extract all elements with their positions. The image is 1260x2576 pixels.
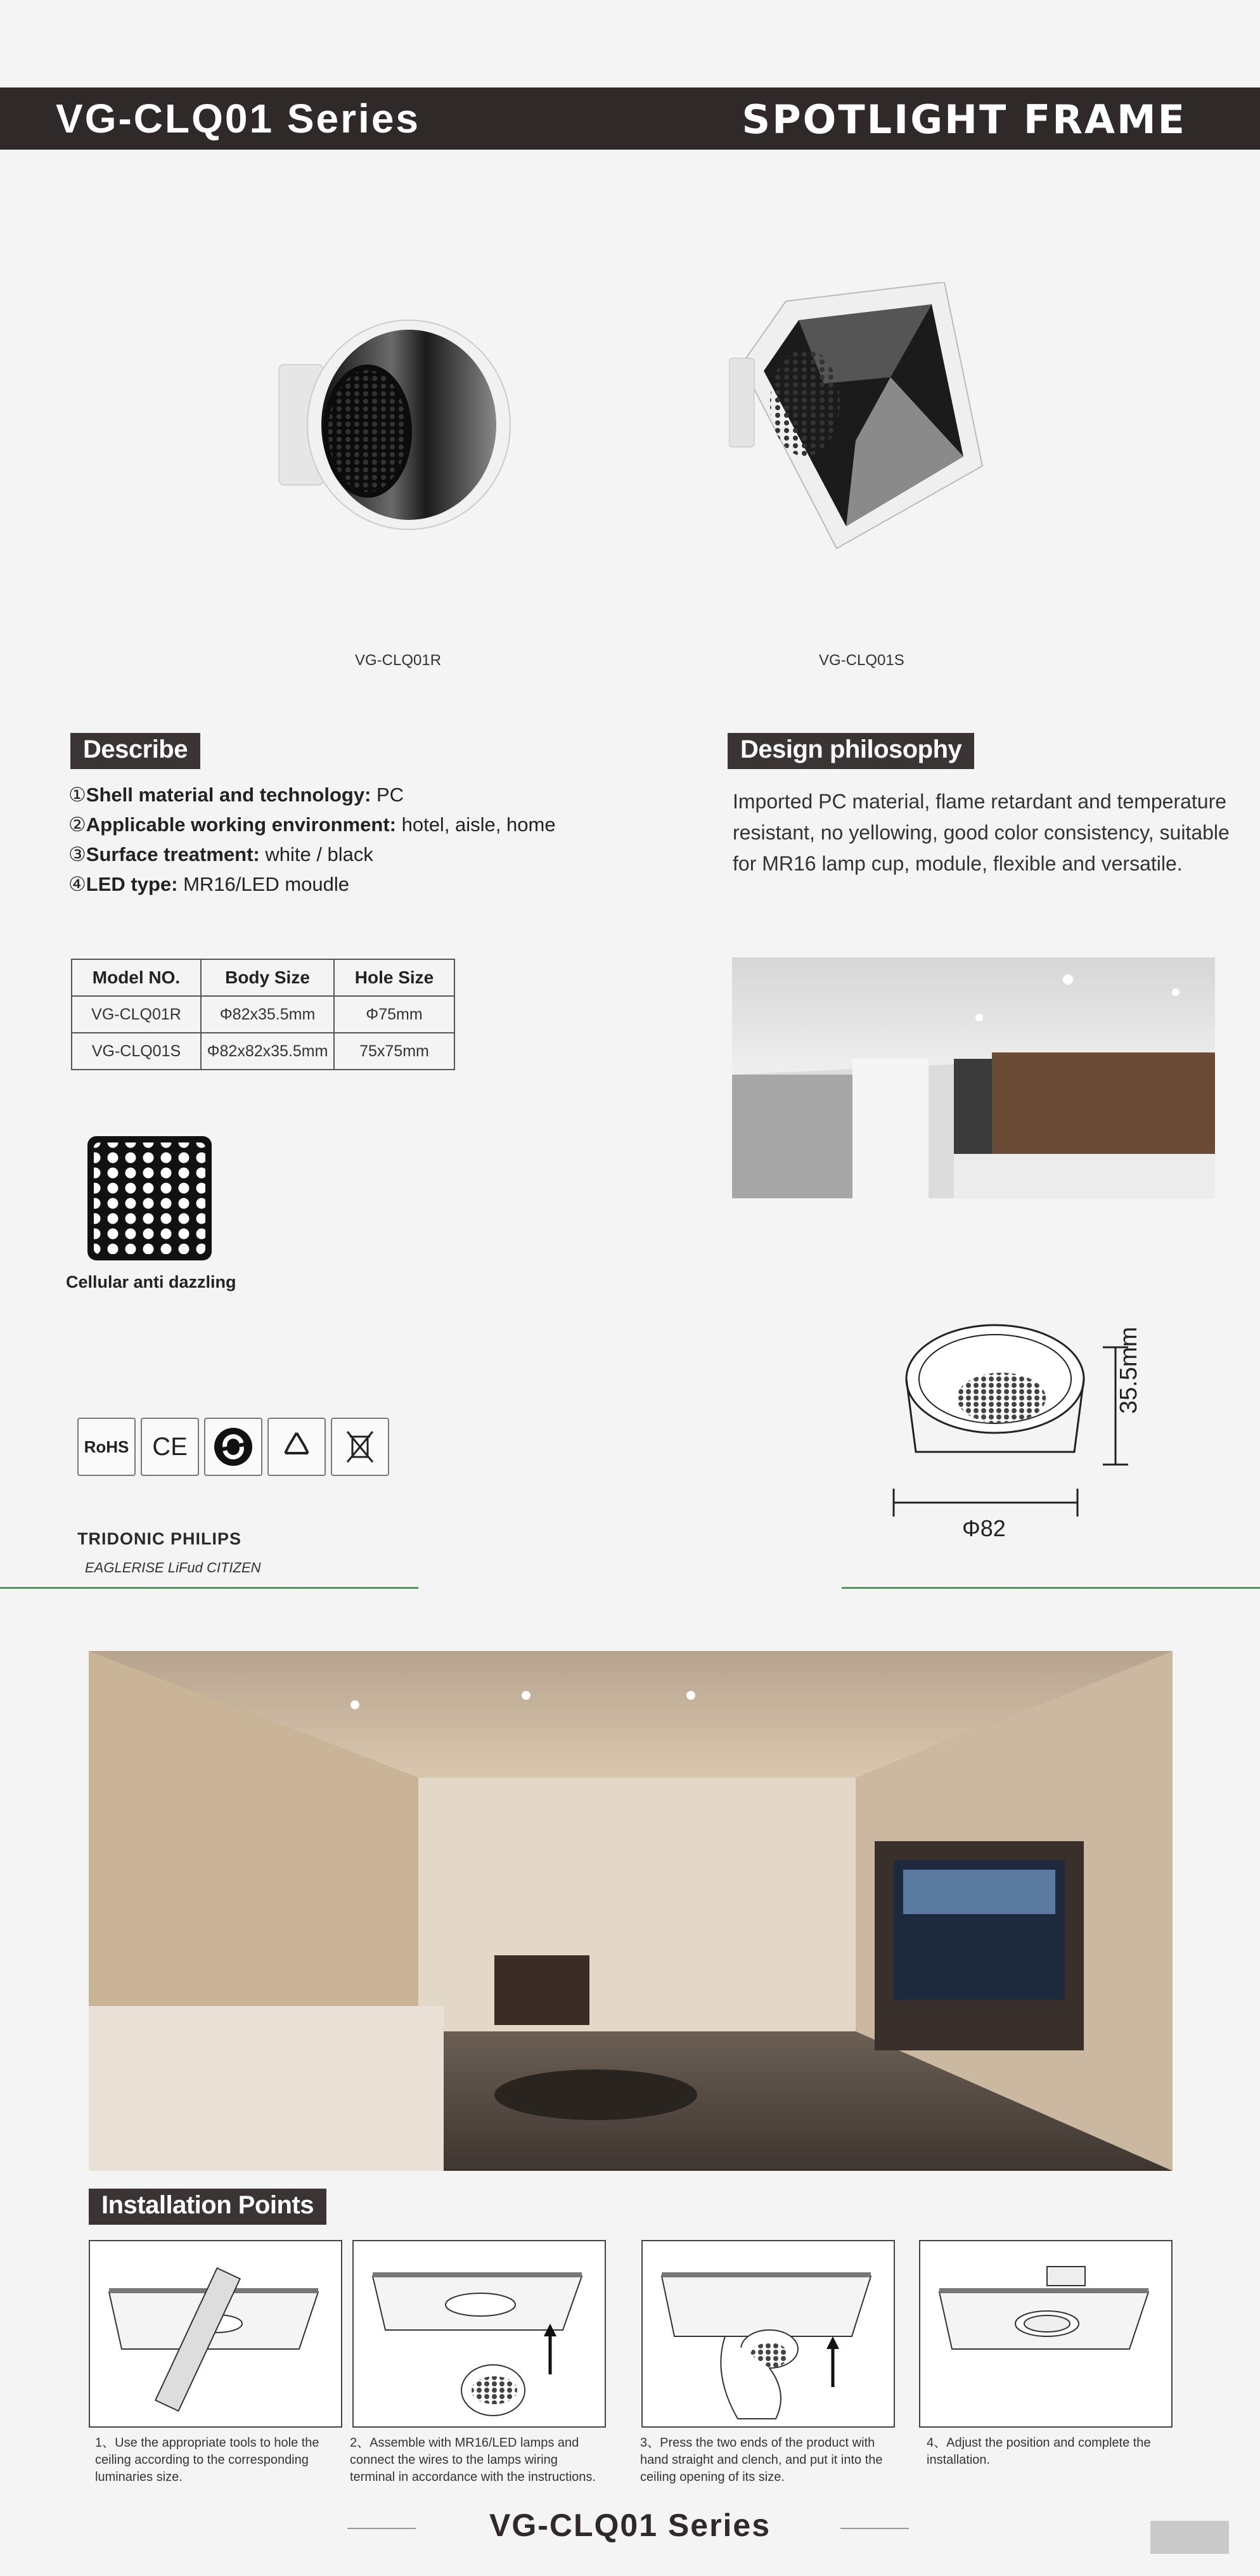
describe-item: ①Shell material and technology: PC xyxy=(68,784,404,806)
design-philosophy-heading: Design philosophy xyxy=(728,733,974,769)
section-divider-right xyxy=(842,1587,1260,1589)
dimension-height-label: 35.5mm xyxy=(1115,1326,1142,1414)
table-cell: Φ82x82x35.5mm xyxy=(201,1033,334,1070)
install-step-2-image xyxy=(352,2240,606,2428)
describe-heading: Describe xyxy=(70,733,200,769)
brand-logos-row-1: TRIDONIC PHILIPS xyxy=(77,1529,242,1548)
design-philosophy-text: Imported PC material, flame retardant and temperature resistant, no yellowing, good color consistency, suitable for MR16 lamp cup, module, flexible and versatile. xyxy=(733,790,1230,875)
weee-bin-icon xyxy=(331,1418,389,1476)
section-divider-left xyxy=(0,1587,418,1589)
describe-item: ②Applicable working environment: hotel, aisle, home xyxy=(68,813,556,836)
spotlight-frame-title: SPOTLIGHT FRAME xyxy=(742,96,1186,143)
footer-series-title: VG-CLQ01 Series xyxy=(489,2508,771,2543)
table-header-row xyxy=(72,959,454,996)
describe-item: ③Surface treatment: white / black xyxy=(68,843,373,865)
footer-gray-box xyxy=(1150,2521,1229,2554)
rohs-icon: RoHS xyxy=(77,1418,136,1476)
install-step-1-image xyxy=(89,2240,342,2428)
square-frame-image xyxy=(729,282,989,567)
table-cell: Φ75mm xyxy=(334,996,454,1033)
install-step-4-image xyxy=(919,2240,1173,2428)
describe-item: ④LED type: MR16/LED moudle xyxy=(68,873,349,895)
honeycomb-icon xyxy=(86,1135,213,1262)
brand-logos-row-2: EAGLERISE LiFud CITIZEN xyxy=(85,1560,261,1576)
install-step-1-text: 1、Use the appropriate tools to hole the ceiling according to the corresponding luminaries size. xyxy=(95,2436,319,2484)
table-cell: Φ82x35.5mm xyxy=(201,996,334,1033)
install-step-3-image xyxy=(641,2240,895,2428)
describe-list xyxy=(68,780,639,899)
living-room-photo xyxy=(89,1651,1173,2171)
green-dot-icon xyxy=(204,1418,262,1476)
table-cell: 75x75mm xyxy=(334,1033,454,1070)
spec-table xyxy=(71,959,455,1070)
install-step-4-text: 4、Adjust the position and complete the installation. xyxy=(927,2436,1151,2467)
series-title: VG-CLQ01 Series xyxy=(56,96,420,141)
round-frame-caption: VG-CLQ01R xyxy=(355,652,442,669)
recycle-icon xyxy=(267,1418,326,1476)
dimension-drawing xyxy=(881,1319,1198,1547)
table-header: Hole Size xyxy=(334,959,454,996)
ce-icon: CE xyxy=(141,1418,199,1476)
dimension-diameter-label: Φ82 xyxy=(962,1515,1006,1541)
table-header: Model NO. xyxy=(72,959,201,996)
table-row xyxy=(72,996,454,1033)
table-cell: VG-CLQ01R xyxy=(72,996,201,1033)
install-step-3-text: 3、Press the two ends of the product with hand straight and clench, and put it into the ceiling opening of its size. xyxy=(640,2436,883,2484)
table-header: Body Size xyxy=(201,959,334,996)
install-step-2-text: 2、Assemble with MR16/LED lamps and connect the wires to the lamps wiring terminal in accordance with the instructions. xyxy=(350,2436,596,2484)
round-frame-image xyxy=(273,314,513,536)
ceiling-room-photo xyxy=(732,957,1215,1198)
square-frame-caption: VG-CLQ01S xyxy=(819,652,904,669)
honeycomb-caption: Cellular anti dazzling xyxy=(66,1272,236,1291)
installation-heading: Installation Points xyxy=(89,2189,326,2225)
table-row xyxy=(72,1033,454,1070)
table-cell: VG-CLQ01S xyxy=(72,1033,201,1070)
